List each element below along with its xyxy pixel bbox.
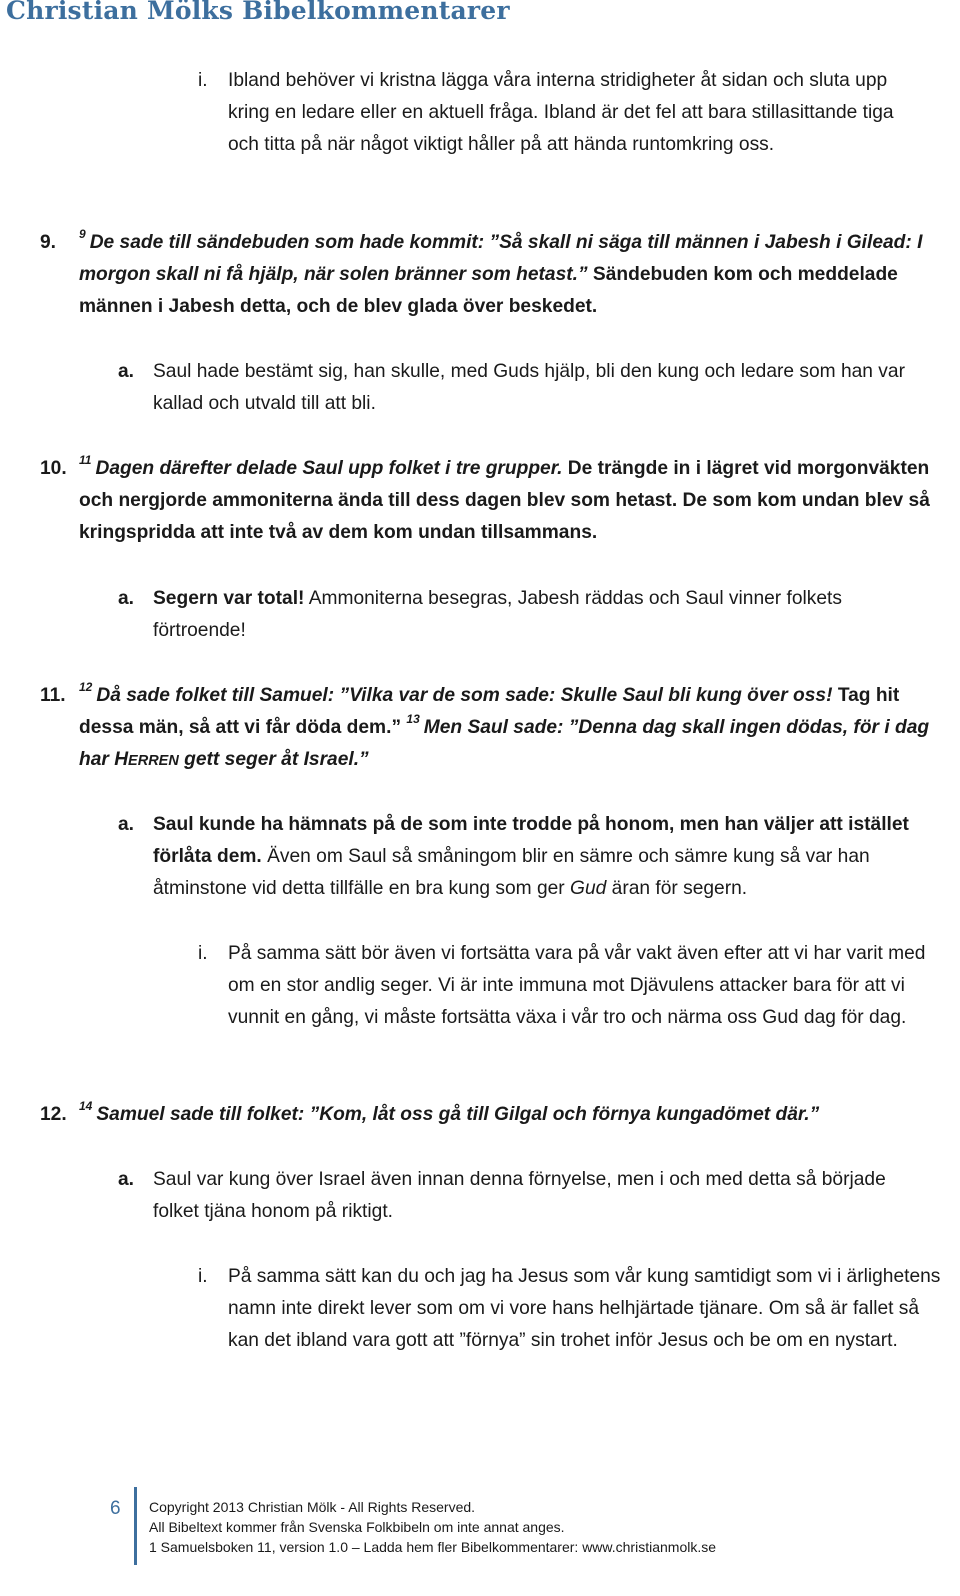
emphasis-text: Gud <box>570 878 607 900</box>
scripture-paragraph <box>79 680 944 778</box>
scripture-paragraph <box>79 453 939 550</box>
scripture-continuation: Tag hit dessa män, så att vi får döda dem.” <box>79 685 900 739</box>
footer <box>149 1497 716 1557</box>
page-number: 6 <box>110 1498 121 1519</box>
list-marker: a. <box>118 588 135 609</box>
commentary-paragraph: På samma sätt kan du och jag ha Jesus som vår kung samtidigt som vi i ärlighetens namn inte direkt lever som om vi vore hans helhjärtade tjänare. Om så är fallet så kan det ibland vara gott att ”förnya” sin trohet inför Jesus och be om en nystart. <box>228 1266 941 1352</box>
scripture-quote: De sade till sändebuden som hade kommit: ”Så skall ni säga till männen i Jabesh i Gilead: I morgon skall ni få hjälp, när solen bränner som hetast.” <box>79 232 923 286</box>
commentary-paragraph: Saul kunde ha hämnats på de som inte trodde på honom, men han väljer att istället förlåta dem. Även om Saul så småningom blir en sämre och sämre kung så var han åtminstone vid detta tillfälle en bra kung som ger Gud äran för segern. <box>153 814 909 900</box>
scripture-paragraph <box>79 1099 939 1131</box>
scripture-continuation: De trängde in i lägret vid morgonväkten och nergjorde ammoniterna ända till dess dagen blev som hetast. De som kom undan blev så kringspridda att inte två av dem kom undan tillsammans. <box>79 458 930 544</box>
verse-number: 13 <box>406 711 420 726</box>
scripture-quote: Då sade folket till Samuel: ”Vilka var de som sade: Skulle Saul bli kung över oss! <box>96 685 833 706</box>
verse-marker: 10. <box>40 458 67 479</box>
verse-marker: 12. <box>40 1104 67 1125</box>
verse-number: 11 <box>79 452 92 467</box>
scripture-quote: Samuel sade till folket: ”Kom, låt oss gå till Gilgal och förnya kungadömet där.” <box>96 1104 820 1125</box>
footer-divider <box>134 1487 137 1565</box>
commentary-paragraph: På samma sätt bör även vi fortsätta vara på vår vakt även efter att vi har varit med om en stor andlig seger. Vi är inte immuna mot Djävulens attacker bara för att vi vunnit en gång, vi måste fortsätta växa i vår tro och närma oss Gud dag för dag. <box>228 943 926 1029</box>
commentary-paragraph <box>153 583 938 647</box>
scripture-continuation: Sändebuden kom och meddelade männen i Jabesh detta, och de blev glada över beskedet. <box>79 264 898 318</box>
verse-number: 12 <box>79 679 93 694</box>
scripture-paragraph <box>79 227 949 324</box>
verse-number: 9 <box>79 226 86 241</box>
emphasis-text: Saul kunde ha hämnats på de som inte trodde på honom, men han väljer att istället förlåta dem. <box>153 814 909 868</box>
footer-document-info: 1 Samuelsboken 11, version 1.0 – Ladda hem fler Bibelkommentarer: www.christianmolk.se <box>149 1539 717 1555</box>
footer-source-note: All Bibeltext kommer från Svenska Folkbibeln om inte annat anges. <box>149 1519 565 1535</box>
commentary-paragraph: Saul hade bestämt sig, han skulle, med Guds hjälp, bli den kung och ledare som han var kallad och utvald till att bli. <box>153 361 905 415</box>
list-marker: a. <box>118 814 135 835</box>
scripture-quote: Dagen därefter delade Saul upp folket i tre grupper. <box>95 458 563 479</box>
list-marker: a. <box>118 1169 135 1190</box>
list-marker: i. <box>198 70 208 91</box>
list-marker: a. <box>118 361 135 382</box>
commentary-text: Ammoniterna besegras, Jabesh räddas och Saul vinner folkets förtroende! <box>153 588 842 642</box>
list-marker: i. <box>198 1266 208 1287</box>
commentary-paragraph: Saul var kung över Israel även innan denna förnyelse, men i och med detta så började folket tjäna honom på riktigt. <box>153 1169 886 1223</box>
emphasis-text: Segern var total! <box>153 588 305 609</box>
list-marker: i. <box>198 943 208 964</box>
verse-marker: 9. <box>40 232 57 253</box>
scripture-quote: Men Saul sade: ”Denna dag skall ingen dödas, för i dag har HERREN gett seger åt Israel.” <box>79 717 930 771</box>
verse-marker: 11. <box>40 685 66 706</box>
commentary-paragraph: Ibland behöver vi kristna lägga våra interna stridigheter åt sidan och sluta upp kring en ledare eller en aktuell fråga. Ibland är det fel att bara stillasittande tiga och titta på när något viktigt håller på att hända runtomkring oss. <box>228 70 894 156</box>
document-header-title: Christian Mölks Bibelkommentarer <box>6 0 510 25</box>
verse-number: 14 <box>79 1098 93 1113</box>
footer-copyright: Copyright 2013 Christian Mölk - All Rights Reserved. <box>149 1499 476 1515</box>
